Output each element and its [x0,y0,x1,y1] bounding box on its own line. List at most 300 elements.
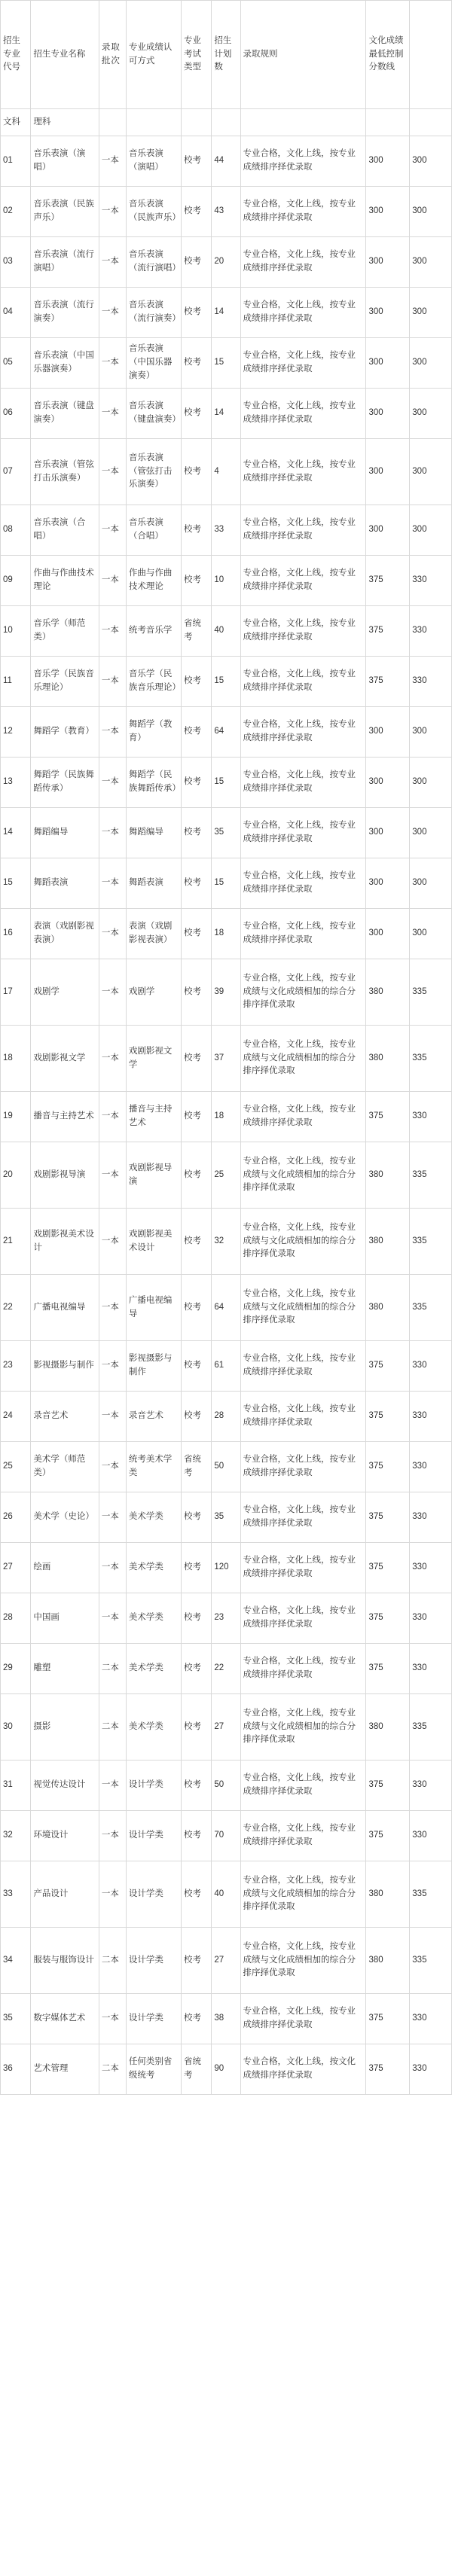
cell-code: 23 [1,1341,31,1392]
cell-min-score-wenke: 380 [366,1928,410,1994]
cell-cert-method: 音乐表演（流行演唱） [126,237,181,288]
table-row [1,909,452,959]
cell-major-name: 绘画 [31,1543,99,1593]
cell-admission-rule: 专业合格，文化上线，按专业成绩排序择优录取 [240,1811,366,1861]
section-row [1,109,452,136]
table-row [1,1142,452,1209]
cell-exam-type: 校考 [182,237,212,288]
cell-batch: 一本 [99,1442,126,1492]
cell-min-score-like: 335 [410,1275,452,1341]
table-row [1,758,452,808]
cell-admission-rule: 专业合格，文化上线，按专业成绩排序择优录取 [240,1543,366,1593]
cell-major-name: 播音与主持艺术 [31,1092,99,1142]
cell-min-score-wenke: 375 [366,1492,410,1543]
cell-batch: 一本 [99,505,126,556]
cell-major-name: 艺术管理 [31,2044,99,2095]
cell-cert-method: 音乐表演（管弦打击乐演奏） [126,439,181,505]
cell-min-score-like: 335 [410,1694,452,1761]
cell-cert-method: 影视摄影与制作 [126,1341,181,1392]
cell-admission-rule: 专业合格，文化上线，按专业成绩排序择优录取 [240,338,366,389]
cell-code: 10 [1,606,31,657]
cell-exam-type: 校考 [182,389,212,439]
header-row [1,1,452,109]
table-row [1,1442,452,1492]
cell-plan-count: 40 [212,606,240,657]
cell-code: 27 [1,1543,31,1593]
cell-min-score-wenke: 375 [366,1543,410,1593]
header-name: 招生专业名称 [31,1,99,109]
table-row [1,1392,452,1442]
cell-min-score-like: 300 [410,237,452,288]
table-row [1,389,452,439]
section-wenke: 文科 [1,109,31,136]
cell-code: 16 [1,909,31,959]
cell-cert-method: 音乐表演（民族声乐） [126,187,181,237]
cell-exam-type: 校考 [182,1142,212,1209]
cell-admission-rule: 专业合格，文化上线，按专业成绩排序择优录取 [240,389,366,439]
cell-code: 14 [1,808,31,858]
cell-exam-type: 校考 [182,439,212,505]
cell-cert-method: 统考美术学类 [126,1442,181,1492]
cell-code: 34 [1,1928,31,1994]
cell-exam-type: 校考 [182,1209,212,1275]
cell-code: 21 [1,1209,31,1275]
cell-min-score-wenke: 300 [366,338,410,389]
cell-batch: 一本 [99,1811,126,1861]
table-row [1,505,452,556]
table-row [1,1092,452,1142]
cell-min-score-wenke: 380 [366,959,410,1026]
cell-min-score-like: 330 [410,657,452,707]
header-plan: 招生计划数 [212,1,240,109]
cell-min-score-like: 330 [410,1341,452,1392]
cell-admission-rule: 专业合格，文化上线，按专业成绩排序择优录取 [240,808,366,858]
cell-cert-method: 美术学类 [126,1543,181,1593]
cell-code: 04 [1,288,31,338]
cell-plan-count: 50 [212,1442,240,1492]
cell-admission-rule: 专业合格，文化上线，按专业成绩排序择优录取 [240,606,366,657]
cell-major-name: 表演（戏剧影视表演） [31,909,99,959]
cell-batch: 一本 [99,1142,126,1209]
cell-plan-count: 61 [212,1341,240,1392]
cell-plan-count: 23 [212,1593,240,1644]
cell-batch: 一本 [99,1341,126,1392]
cell-code: 15 [1,858,31,909]
cell-min-score-like: 335 [410,1209,452,1275]
cell-exam-type: 校考 [182,909,212,959]
cell-min-score-wenke: 300 [366,758,410,808]
cell-min-score-like: 330 [410,1092,452,1142]
cell-code: 30 [1,1694,31,1761]
cell-batch: 一本 [99,439,126,505]
cell-min-score-wenke: 300 [366,707,410,758]
cell-min-score-like: 300 [410,808,452,858]
cell-plan-count: 35 [212,1492,240,1543]
cell-plan-count: 27 [212,1928,240,1994]
table-row [1,808,452,858]
cell-min-score-like: 300 [410,707,452,758]
cell-code: 31 [1,1761,31,1811]
cell-min-score-like: 330 [410,606,452,657]
table-row [1,1928,452,1994]
cell-major-name: 作曲与作曲技术理论 [31,556,99,606]
table-row [1,1811,452,1861]
cell-plan-count: 70 [212,1811,240,1861]
cell-min-score-wenke: 375 [366,1392,410,1442]
cell-exam-type: 校考 [182,858,212,909]
cell-min-score-wenke: 380 [366,1142,410,1209]
cell-admission-rule: 专业合格，文化上线，按专业成绩与文化成绩相加的综合分排序择优录取 [240,1209,366,1275]
cell-admission-rule: 专业合格，文化上线，按专业成绩排序择优录取 [240,1644,366,1694]
cell-code: 24 [1,1392,31,1442]
cell-major-name: 音乐学（民族音乐理论） [31,657,99,707]
table-row [1,237,452,288]
cell-code: 06 [1,389,31,439]
cell-code: 32 [1,1811,31,1861]
cell-plan-count: 22 [212,1644,240,1694]
cell-min-score-wenke: 375 [366,1761,410,1811]
cell-major-name: 戏剧影视导演 [31,1142,99,1209]
cell-min-score-wenke: 300 [366,858,410,909]
cell-min-score-wenke: 300 [366,439,410,505]
cell-major-name: 数字媒体艺术 [31,1994,99,2044]
cell-min-score-wenke: 375 [366,1811,410,1861]
cell-cert-method: 戏剧影视美术设计 [126,1209,181,1275]
cell-min-score-wenke: 380 [366,1694,410,1761]
cell-min-score-wenke: 375 [366,1644,410,1694]
cell-batch: 二本 [99,2044,126,2095]
section-blank [99,109,126,136]
cell-batch: 一本 [99,808,126,858]
cell-code: 02 [1,187,31,237]
cell-code: 29 [1,1644,31,1694]
cell-exam-type: 校考 [182,1694,212,1761]
cell-code: 12 [1,707,31,758]
cell-batch: 二本 [99,1694,126,1761]
cell-plan-count: 15 [212,858,240,909]
cell-cert-method: 广播电视编导 [126,1275,181,1341]
cell-min-score-like: 300 [410,389,452,439]
cell-code: 07 [1,439,31,505]
cell-plan-count: 64 [212,1275,240,1341]
cell-min-score-wenke: 375 [366,556,410,606]
cell-admission-rule: 专业合格，文化上线，按专业成绩排序择优录取 [240,439,366,505]
cell-code: 35 [1,1994,31,2044]
cell-admission-rule: 专业合格，文化上线，按专业成绩排序择优录取 [240,1442,366,1492]
cell-min-score-wenke: 375 [366,1092,410,1142]
cell-exam-type: 校考 [182,1275,212,1341]
cell-cert-method: 音乐表演（合唱） [126,505,181,556]
header-cert: 专业成绩认可方式 [126,1,181,109]
cell-plan-count: 39 [212,959,240,1026]
table-row [1,606,452,657]
cell-admission-rule: 专业合格，文化上线，按专业成绩排序择优录取 [240,657,366,707]
cell-min-score-like: 300 [410,136,452,187]
cell-batch: 一本 [99,338,126,389]
cell-min-score-like: 300 [410,439,452,505]
table-row [1,858,452,909]
cell-admission-rule: 专业合格，文化上线，按专业成绩与文化成绩相加的综合分排序择优录取 [240,1142,366,1209]
cell-plan-count: 15 [212,338,240,389]
cell-code: 17 [1,959,31,1026]
cell-batch: 一本 [99,1209,126,1275]
table-row [1,338,452,389]
cell-batch: 二本 [99,1644,126,1694]
cell-min-score-wenke: 300 [366,808,410,858]
cell-batch: 一本 [99,1593,126,1644]
cell-plan-count: 35 [212,808,240,858]
cell-batch: 一本 [99,136,126,187]
cell-batch: 一本 [99,556,126,606]
cell-cert-method: 舞蹈学（教育） [126,707,181,758]
cell-plan-count: 43 [212,187,240,237]
cell-batch: 一本 [99,959,126,1026]
cell-cert-method: 作曲与作曲技术理论 [126,556,181,606]
cell-admission-rule: 专业合格，文化上线，按专业成绩排序择优录取 [240,1492,366,1543]
cell-code: 05 [1,338,31,389]
cell-exam-type: 校考 [182,1761,212,1811]
cell-major-name: 音乐学（师范类） [31,606,99,657]
cell-major-name: 音乐表演（演唱） [31,136,99,187]
cell-code: 18 [1,1026,31,1092]
cell-batch: 一本 [99,909,126,959]
cell-major-name: 舞蹈学（教育） [31,707,99,758]
cell-batch: 一本 [99,1861,126,1928]
cell-code: 19 [1,1092,31,1142]
cell-batch: 一本 [99,657,126,707]
cell-exam-type: 校考 [182,707,212,758]
cell-exam-type: 校考 [182,758,212,808]
cell-plan-count: 90 [212,2044,240,2095]
header-batch: 录取批次 [99,1,126,109]
cell-min-score-wenke: 300 [366,505,410,556]
cell-min-score-like: 300 [410,505,452,556]
cell-major-name: 环境设计 [31,1811,99,1861]
cell-major-name: 音乐表演（民族声乐） [31,187,99,237]
cell-major-name: 舞蹈编导 [31,808,99,858]
cell-plan-count: 14 [212,288,240,338]
cell-batch: 一本 [99,1092,126,1142]
cell-exam-type: 校考 [182,1593,212,1644]
cell-major-name: 雕塑 [31,1644,99,1694]
header-rule: 录取规则 [240,1,366,109]
cell-min-score-like: 330 [410,1811,452,1861]
section-blank [126,109,181,136]
section-blank [212,109,240,136]
cell-min-score-like: 330 [410,2044,452,2095]
cell-cert-method: 美术学类 [126,1694,181,1761]
table-row [1,1209,452,1275]
cell-batch: 一本 [99,1994,126,2044]
cell-exam-type: 省统考 [182,1442,212,1492]
cell-major-name: 音乐表演（流行演奏） [31,288,99,338]
cell-exam-type: 省统考 [182,606,212,657]
cell-plan-count: 25 [212,1142,240,1209]
cell-min-score-wenke: 380 [366,1275,410,1341]
cell-cert-method: 表演（戏剧影视表演） [126,909,181,959]
cell-exam-type: 校考 [182,1644,212,1694]
cell-exam-type: 校考 [182,808,212,858]
cell-plan-count: 18 [212,1092,240,1142]
cell-plan-count: 44 [212,136,240,187]
cell-code: 20 [1,1142,31,1209]
cell-admission-rule: 专业合格，文化上线，按专业成绩与文化成绩相加的综合分排序择优录取 [240,1026,366,1092]
cell-admission-rule: 专业合格，文化上线，按专业成绩与文化成绩相加的综合分排序择优录取 [240,959,366,1026]
cell-batch: 一本 [99,187,126,237]
cell-cert-method: 美术学类 [126,1644,181,1694]
header-min-culture: 文化成绩最低控制分数线 [366,1,410,109]
cell-min-score-like: 330 [410,1593,452,1644]
cell-major-name: 音乐表演（管弦打击乐演奏） [31,439,99,505]
cell-cert-method: 戏剧影视导演 [126,1142,181,1209]
cell-admission-rule: 专业合格，文化上线，按专业成绩排序择优录取 [240,1994,366,2044]
table-row [1,2044,452,2095]
cell-plan-count: 38 [212,1994,240,2044]
cell-code: 25 [1,1442,31,1492]
cell-admission-rule: 专业合格，文化上线，按专业成绩排序择优录取 [240,187,366,237]
table-row [1,1341,452,1392]
cell-plan-count: 40 [212,1861,240,1928]
cell-major-name: 戏剧影视文学 [31,1026,99,1092]
cell-code: 03 [1,237,31,288]
cell-plan-count: 15 [212,657,240,707]
cell-exam-type: 校考 [182,1543,212,1593]
cell-code: 28 [1,1593,31,1644]
cell-min-score-like: 335 [410,1026,452,1092]
cell-min-score-like: 330 [410,556,452,606]
cell-major-name: 戏剧影视美术设计 [31,1209,99,1275]
table-row [1,288,452,338]
cell-code: 08 [1,505,31,556]
cell-major-name: 音乐表演（流行演唱） [31,237,99,288]
cell-exam-type: 校考 [182,959,212,1026]
cell-min-score-wenke: 380 [366,1209,410,1275]
cell-min-score-wenke: 300 [366,288,410,338]
cell-batch: 一本 [99,758,126,808]
cell-cert-method: 音乐学（民族音乐理论） [126,657,181,707]
cell-batch: 一本 [99,606,126,657]
cell-cert-method: 音乐表演（流行演奏） [126,288,181,338]
cell-exam-type: 校考 [182,1492,212,1543]
cell-admission-rule: 专业合格，文化上线，按专业成绩排序择优录取 [240,858,366,909]
cell-code: 26 [1,1492,31,1543]
table-row [1,657,452,707]
cell-min-score-wenke: 375 [366,1442,410,1492]
table-row [1,1761,452,1811]
table-row [1,707,452,758]
cell-batch: 一本 [99,1543,126,1593]
header-exam-type: 专业考试类型 [182,1,212,109]
cell-cert-method: 舞蹈学（民族舞蹈传承） [126,758,181,808]
cell-admission-rule: 专业合格，文化上线，按专业成绩排序择优录取 [240,1392,366,1442]
cell-min-score-wenke: 300 [366,237,410,288]
cell-admission-rule: 专业合格，文化上线，按专业成绩与文化成绩相加的综合分排序择优录取 [240,1694,366,1761]
cell-plan-count: 120 [212,1543,240,1593]
cell-min-score-wenke: 380 [366,1026,410,1092]
cell-admission-rule: 专业合格，文化上线，按专业成绩排序择优录取 [240,758,366,808]
cell-admission-rule: 专业合格，文化上线，按专业成绩排序择优录取 [240,1593,366,1644]
cell-major-name: 美术学（史论） [31,1492,99,1543]
cell-plan-count: 33 [212,505,240,556]
cell-admission-rule: 专业合格，文化上线，按文化成绩排序择优录取 [240,2044,366,2095]
cell-min-score-wenke: 300 [366,389,410,439]
cell-exam-type: 校考 [182,288,212,338]
header-empty [410,1,452,109]
cell-exam-type: 校考 [182,136,212,187]
cell-cert-method: 舞蹈表演 [126,858,181,909]
table-row [1,439,452,505]
cell-major-name: 摄影 [31,1694,99,1761]
cell-major-name: 音乐表演（合唱） [31,505,99,556]
cell-admission-rule: 专业合格，文化上线，按专业成绩排序择优录取 [240,1092,366,1142]
cell-admission-rule: 专业合格，文化上线，按专业成绩排序择优录取 [240,909,366,959]
cell-exam-type: 校考 [182,338,212,389]
cell-major-name: 产品设计 [31,1861,99,1928]
cell-code: 22 [1,1275,31,1341]
cell-code: 36 [1,2044,31,2095]
cell-min-score-like: 335 [410,1928,452,1994]
table-row [1,1994,452,2044]
table-row [1,187,452,237]
cell-min-score-like: 300 [410,909,452,959]
cell-min-score-like: 335 [410,959,452,1026]
cell-min-score-wenke: 375 [366,1341,410,1392]
cell-cert-method: 录音艺术 [126,1392,181,1442]
cell-batch: 一本 [99,237,126,288]
cell-min-score-wenke: 300 [366,187,410,237]
cell-admission-rule: 专业合格，文化上线，按专业成绩排序择优录取 [240,237,366,288]
cell-admission-rule: 专业合格，文化上线，按专业成绩与文化成绩相加的综合分排序择优录取 [240,1275,366,1341]
table-row [1,556,452,606]
cell-exam-type: 校考 [182,187,212,237]
cell-cert-method: 设计学类 [126,1994,181,2044]
cell-batch: 一本 [99,1761,126,1811]
cell-major-name: 中国画 [31,1593,99,1644]
cell-admission-rule: 专业合格，文化上线，按专业成绩排序择优录取 [240,136,366,187]
cell-code: 09 [1,556,31,606]
cell-plan-count: 28 [212,1392,240,1442]
cell-batch: 一本 [99,1392,126,1442]
cell-cert-method: 设计学类 [126,1861,181,1928]
cell-admission-rule: 专业合格，文化上线，按专业成绩排序择优录取 [240,556,366,606]
table-row [1,1026,452,1092]
cell-min-score-like: 330 [410,1543,452,1593]
cell-min-score-wenke: 300 [366,909,410,959]
cell-plan-count: 15 [212,758,240,808]
section-blank [410,109,452,136]
cell-min-score-wenke: 375 [366,2044,410,2095]
cell-min-score-wenke: 300 [366,136,410,187]
cell-major-name: 舞蹈学（民族舞蹈传承） [31,758,99,808]
cell-major-name: 舞蹈表演 [31,858,99,909]
table-row [1,959,452,1026]
cell-exam-type: 校考 [182,1928,212,1994]
cell-min-score-like: 330 [410,1644,452,1694]
cell-major-name: 影视摄影与制作 [31,1341,99,1392]
cell-min-score-like: 300 [410,858,452,909]
cell-min-score-like: 330 [410,1442,452,1492]
cell-major-name: 音乐表演（中国乐器演奏） [31,338,99,389]
cell-major-name: 广播电视编导 [31,1275,99,1341]
section-like: 理科 [31,109,99,136]
cell-plan-count: 14 [212,389,240,439]
cell-major-name: 录音艺术 [31,1392,99,1442]
cell-cert-method: 戏剧学 [126,959,181,1026]
cell-cert-method: 设计学类 [126,1761,181,1811]
section-blank [182,109,212,136]
cell-exam-type: 省统考 [182,2044,212,2095]
cell-exam-type: 校考 [182,1994,212,2044]
